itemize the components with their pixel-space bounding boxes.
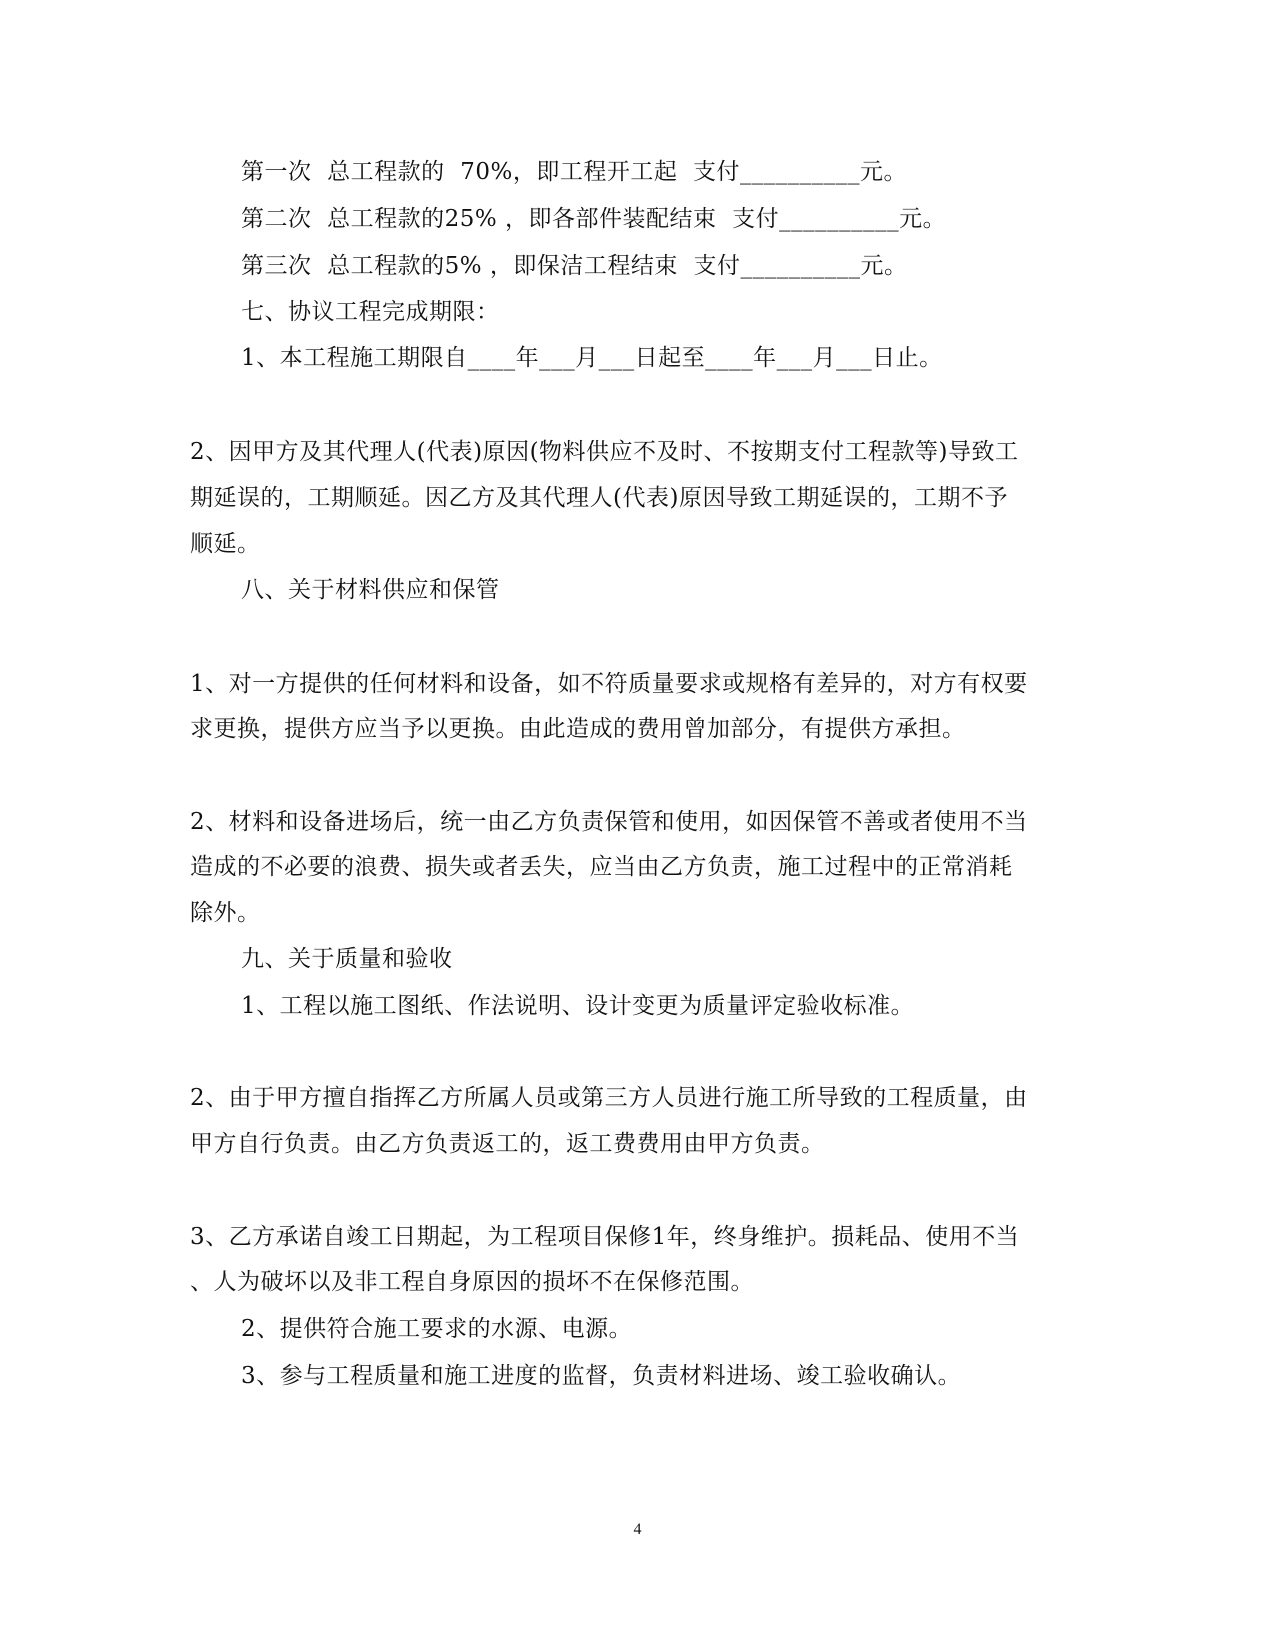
page-number: 4 (633, 1521, 642, 1538)
clause-7-2-line-2: 期延误的，工期顺延。因乙方及其代理人(代表)原因导致工期延误的，工期不予 (190, 485, 1008, 511)
clause-7-1-line: 1、本工程施工期限自____年___月___日起至____年___月___日止。 (241, 345, 943, 371)
clause-8-1-line-2: 求更换，提供方应当予以更换。由此造成的费用曾加部分，有提供方承担。 (190, 716, 966, 742)
payment-third-line: 第三次 总工程款的5% ，即保洁工程结束 支付__________元。 (241, 253, 908, 279)
clause-9-3-line-2: 、人为破坏以及非工程自身原因的损坏不在保修范围。 (190, 1269, 754, 1295)
section-heading-nine: 九、关于质量和验收 (241, 946, 453, 972)
obligation-3-line: 3、参与工程质量和施工进度的监督，负责材料进场、竣工验收确认。 (241, 1363, 962, 1389)
clause-9-2-line-1: 2、由于甲方擅自指挥乙方所属人员或第三方人员进行施工所导致的工程质量，由 (190, 1085, 1028, 1111)
section-heading-seven: 七、协议工程完成期限： (241, 299, 500, 325)
clause-8-1-line-1: 1、对一方提供的任何材料和设备，如不符质量要求或规格有差异的，对方有权要 (190, 671, 1028, 697)
clause-8-2-line-1: 2、材料和设备进场后，统一由乙方负责保管和使用，如因保管不善或者使用不当 (190, 809, 1028, 835)
clause-9-1-line: 1、工程以施工图纸、作法说明、设计变更为质量评定验收标准。 (241, 993, 915, 1019)
clause-8-2-line-3: 除外。 (190, 900, 261, 926)
clause-7-2-line-3: 顺延。 (190, 531, 261, 557)
clause-9-3-line-1: 3、乙方承诺自竣工日期起，为工程项目保修1年，终身维护。损耗品、使用不当 (190, 1224, 1020, 1250)
clause-9-2-line-2: 甲方自行负责。由乙方负责返工的，返工费费用由甲方负责。 (190, 1131, 825, 1157)
payment-first-line: 第一次 总工程款的 70%，即工程开工起 支付__________元。 (241, 159, 907, 185)
payment-second-line: 第二次 总工程款的25% ，即各部件装配结束 支付__________元。 (241, 206, 947, 232)
obligation-2-line: 2、提供符合施工要求的水源、电源。 (241, 1316, 633, 1342)
clause-8-2-line-2: 造成的不必要的浪费、损失或者丢失，应当由乙方负责，施工过程中的正常消耗 (190, 854, 1013, 880)
section-heading-eight: 八、关于材料供应和保管 (241, 577, 500, 603)
clause-7-2-line-1: 2、因甲方及其代理人(代表)原因(物料供应不及时、不按期支付工程款等)导致工 (190, 439, 1019, 465)
